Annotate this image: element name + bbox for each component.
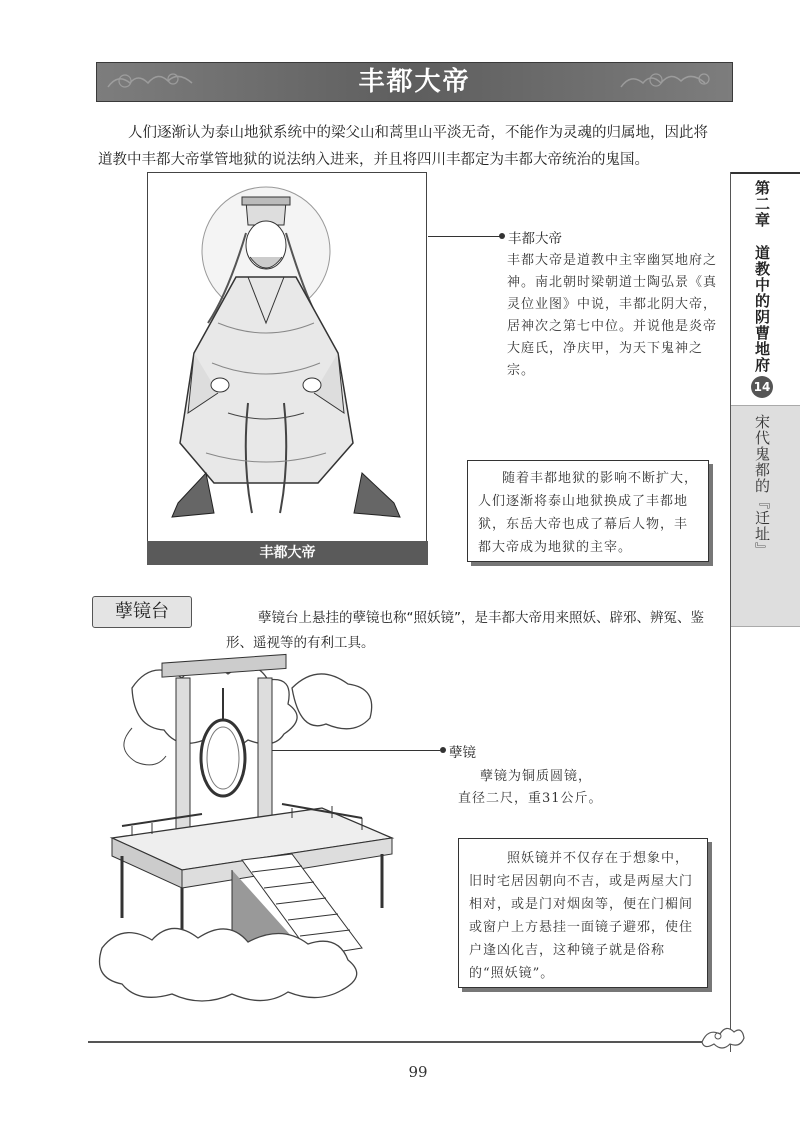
mirror-intro: 孽镜台上悬挂的孽镜也称“照妖镜”，是丰都大帝用来照妖、辟邪、辨冤、鉴形、遥视等的有利工具。: [226, 610, 704, 651]
mirror-platform-illustration: [92, 648, 412, 1008]
title-banner: [96, 62, 733, 102]
cloud-scroll-icon: [698, 1022, 748, 1052]
emperor-callout-line: [428, 236, 500, 237]
mirror-section-label: 孽镜台: [92, 596, 192, 628]
page-number: 99: [408, 1063, 428, 1081]
emperor-illustration-frame: [147, 172, 427, 565]
emperor-note-text: 随着丰都地狱的影响不断扩大，人们逐渐将泰山地狱换成了丰都地狱，东岳大帝也成了幕后人物，丰都大帝成为地狱的主宰。: [478, 471, 699, 555]
emperor-callout-body: 丰都大帝是道教中主宰幽冥地府之神。南北朝时梁朝道士陶弘景《真灵位业图》中说，丰都北阴大帝，居神次之第七中位。并说他是炎帝大庭氏，净庆甲，为天下鬼神之宗。: [507, 253, 718, 378]
cloud-scroll-icon: [616, 67, 726, 97]
mirror-callout-title: 孽镜: [449, 745, 476, 761]
intro-text: 人们逐渐认为泰山地狱系统中的梁父山和蒿里山平淡无奇，不能作为灵魂的归属地，因此将道教中丰都大帝掌管地狱的说法纳入进来，并且将四川丰都定为丰都大帝统治的鬼国。: [98, 125, 708, 168]
intro-paragraph: [98, 120, 720, 174]
callout-dot-icon: [440, 747, 446, 753]
footer-rule: [88, 1041, 716, 1043]
emperor-caption: 丰都大帝: [147, 541, 428, 565]
chapter-title: 道教中的阴曹地府: [753, 245, 771, 373]
mirror-callout-line2: 直径二尺，重31公斤。: [458, 791, 603, 806]
mirror-note-box: [458, 838, 708, 988]
callout-dot-icon: [499, 233, 505, 239]
emperor-callout-title: 丰都大帝: [508, 231, 562, 247]
mirror-callout-line: [272, 750, 440, 751]
chapter-label: 第二章: [753, 180, 771, 228]
emperor-note-box: [467, 460, 709, 562]
section-title: 宋代鬼都的『迁址』: [753, 414, 771, 558]
mirror-note-text: 照妖镜并不仅存在于想象中，旧时宅居因朝向不吉，或是两屋大门相对，或是门对烟囱等，便在门楣间或窗户上方悬挂一面镜子避邪，使住户逢凶化吉，这种镜子就是俗称的“照妖镜”。: [469, 851, 694, 981]
emperor-figure-illustration: [148, 173, 426, 541]
page-title: 丰都大帝: [358, 67, 471, 97]
mirror-callout-line1: 孽镜为铜质圆镜，: [480, 769, 593, 784]
section-number-badge: 14: [751, 376, 773, 398]
